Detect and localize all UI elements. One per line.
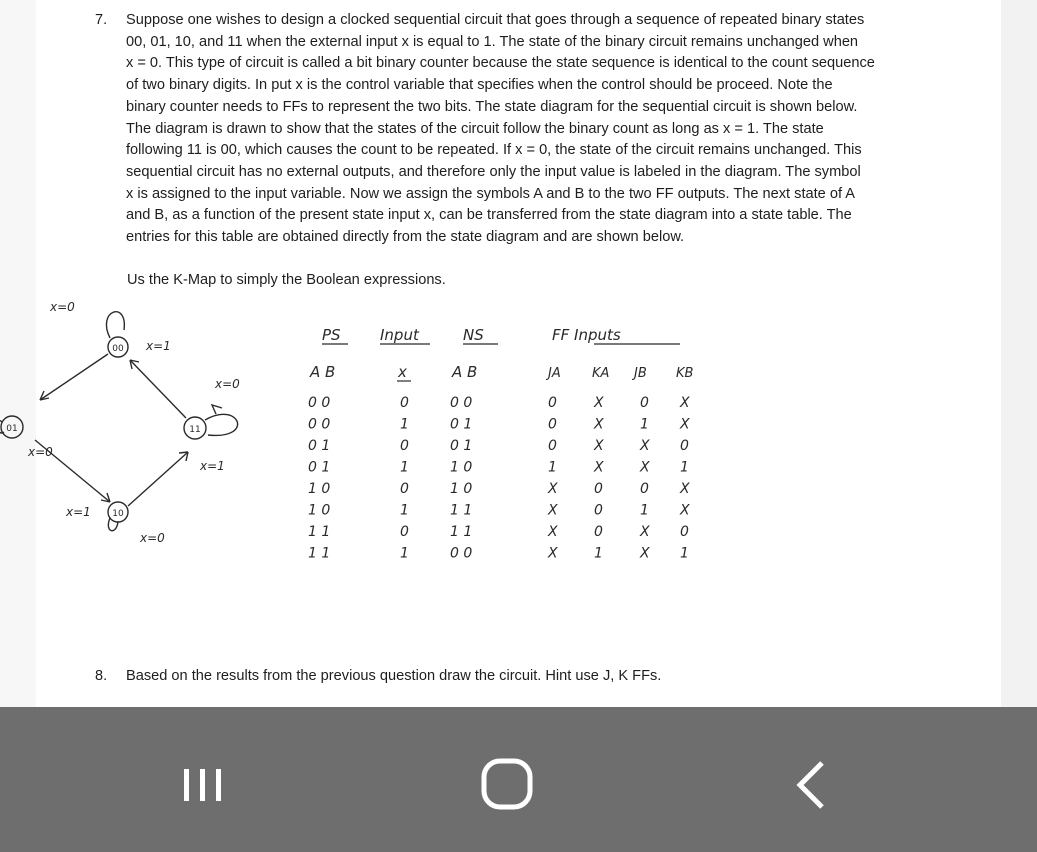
cell-x: 0: [400, 524, 409, 540]
cell-ka: X: [594, 416, 604, 433]
cell-jb: X: [640, 438, 650, 454]
q7-line: The diagram is drawn to show that the states of the circuit follow the binary count as long as x = 1. The state: [126, 120, 824, 137]
header-ff-inputs: FF Inputs: [552, 326, 621, 344]
cell-ka: X: [594, 438, 604, 454]
state-10-label: 10: [112, 509, 124, 519]
cell-kb: X: [680, 502, 690, 519]
cell-ka: X: [594, 395, 604, 411]
cell-ps: 0 0: [308, 416, 331, 433]
cell-ja: 0: [548, 438, 557, 454]
cell-ja: X: [548, 545, 558, 562]
cell-x: 1: [400, 416, 409, 433]
cell-jb: X: [640, 459, 650, 476]
cell-kb: 1: [680, 545, 689, 562]
cell-x: 0: [400, 481, 409, 497]
q7-line: sequential circuit has no external outputs, and therefore only the input value is labeled in the diagram. The symbol: [126, 163, 861, 180]
cell-jb: 0: [640, 395, 649, 411]
header-ns: NS: [463, 326, 484, 344]
cell-ka: 0: [594, 481, 603, 497]
cell-ps: 0 0: [308, 395, 331, 411]
q7-line: following 11 is 00, which causes the count to be repeated. If x = 0, the state of the circuit remains unchanged. This: [126, 142, 862, 159]
cell-jb: 1: [640, 416, 649, 433]
cell-x: 0: [400, 395, 409, 411]
cell-kb: 0: [680, 438, 689, 454]
cell-ka: X: [594, 459, 604, 476]
cell-jb: 1: [640, 502, 649, 519]
cell-x: 0: [400, 438, 409, 454]
label-11-x1: x=1: [200, 459, 225, 473]
q7-line: Suppose one wishes to design a clocked sequential circuit that goes through a sequence of repeated binary states: [126, 12, 865, 28]
col-x: x: [398, 363, 407, 381]
home-icon[interactable]: [478, 757, 538, 813]
question-8-text: Based on the results from the previous question draw the circuit. Hint use J, K FFs.: [126, 668, 662, 684]
cell-kb: 1: [680, 459, 689, 476]
cell-ps: 1 1: [308, 545, 331, 562]
cell-ns: 1 0: [450, 459, 473, 476]
label-loop-00: x=0: [50, 300, 75, 314]
state-11-label: 11: [189, 425, 201, 435]
cell-ps: 1 0: [308, 481, 331, 497]
cell-ja: X: [548, 524, 558, 540]
col-ps: A B: [310, 363, 336, 381]
navigation-bar: [0, 707, 1037, 852]
q7-line: and B, as a function of the present state input x, can be transferred from the state diagram into a state table. The: [126, 207, 852, 224]
cell-ns: 0 1: [450, 416, 473, 433]
col-kb: KB: [676, 366, 694, 381]
cell-ja: 1: [548, 459, 557, 476]
cell-jb: X: [640, 545, 650, 562]
cell-ps: 0 1: [308, 438, 331, 454]
cell-ns: 1 1: [450, 524, 473, 540]
back-icon[interactable]: [790, 759, 830, 811]
cell-ns: 1 0: [450, 481, 473, 497]
col-ja: JA: [548, 366, 561, 381]
col-ka: KA: [592, 366, 610, 381]
cell-kb: X: [680, 481, 690, 497]
kmap-note: Us the K-Map to simply the Boolean expressions.: [127, 272, 446, 288]
cell-ja: X: [548, 502, 558, 519]
cell-ka: 0: [594, 524, 603, 540]
cell-ka: 1: [594, 545, 603, 562]
cell-x: 1: [400, 459, 409, 476]
header-ps: PS: [322, 326, 341, 344]
cell-kb: X: [680, 416, 690, 433]
label-11-x0: x=0: [215, 377, 240, 391]
q7-line: of two binary digits. In put x is the control variable that specifies when the control should be proceed. Note the: [126, 77, 833, 94]
cell-x: 1: [400, 502, 409, 519]
q7-line: x is assigned to the input variable. Now we assign the symbols A and B to the two FF outputs. The next state of A: [126, 185, 856, 202]
cell-kb: X: [680, 395, 690, 411]
cell-ns: 0 1: [450, 438, 473, 454]
question-8-number: 8.: [95, 668, 108, 684]
cell-kb: 0: [680, 524, 689, 540]
cell-jb: 0: [640, 481, 649, 497]
cell-ja: 0: [548, 416, 557, 433]
col-jb: JB: [634, 366, 647, 381]
q7-line: 00, 01, 10, and 11 when the external input x is equal to 1. The state of the binary circuit remains unchanged when: [126, 33, 859, 50]
cell-ka: 0: [594, 502, 603, 519]
cell-ps: 1 1: [308, 524, 331, 540]
label-01-x0: x=0: [28, 445, 53, 459]
header-input: Input: [380, 326, 419, 344]
state-01-label: 01: [6, 424, 18, 434]
label-10-x0: x=0: [140, 531, 165, 545]
question-7-number: 7.: [95, 12, 108, 28]
q7-line: binary counter needs to FFs to represent the two bits. The state diagram for the sequential circuit is shown below.: [126, 98, 858, 115]
q7-line: entries for this table are obtained directly from the state diagram and are shown below.: [126, 229, 685, 246]
label-00-x1: x=1: [146, 339, 171, 353]
cell-ns: 1 1: [450, 502, 473, 519]
cell-ns: 0 0: [450, 395, 473, 411]
cell-ja: 0: [548, 395, 557, 411]
label-10-x1: x=1: [66, 505, 91, 519]
cell-ns: 0 0: [450, 545, 473, 562]
cell-ps: 1 0: [308, 502, 331, 519]
recent-apps-icon[interactable]: [180, 765, 230, 805]
cell-ps: 0 1: [308, 459, 331, 476]
cell-jb: X: [640, 524, 650, 540]
cell-ja: X: [548, 481, 558, 497]
state-00-label: 00: [112, 344, 124, 354]
q7-line: x = 0. This type of circuit is called a bit binary counter because the state sequence is identical to the count sequence: [126, 55, 875, 72]
cell-x: 1: [400, 545, 409, 562]
col-ns: A B: [452, 363, 478, 381]
